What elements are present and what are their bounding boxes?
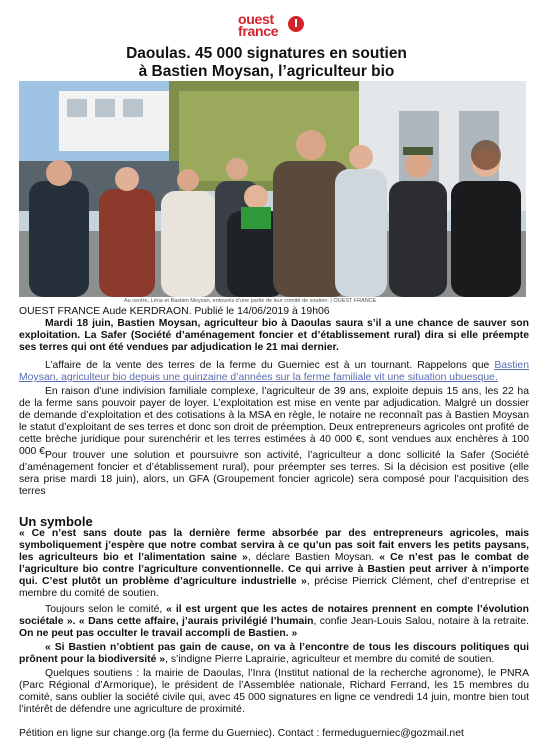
quote-2e: , confie Jean-Louis Salou, notaire à la retraite. [313,616,529,628]
quote-2a: Toujours selon le comité, [45,604,167,615]
article-link[interactable]: Bastien Moysan, agriculteur bio depuis une quinzaine d’années sur la ferme familiale vit une situation ubuesque. [19,360,529,384]
footer-petition: Pétition en ligne sur change.org (la ferme du Guerniec). Contact : fermeduguerniec@gozmail.net [19,728,464,739]
quote-1a: « Ce n’est sans doute pas la dernière ferme absorbée par des entrepreneurs agricoles, mais symboliquement j’espère que notre combat servira à ce qu’un pas soit fait envers les petits paysans, les agriculteurs bio et l’alimentation saine » [19,528,529,564]
quote-paragraph-1 [19,528,529,601]
byline: OUEST FRANCE Aude KERDRAON. Publié le 14/06/2019 à 19h06 [19,306,330,317]
article-photo [19,81,526,297]
quote-3b: , s’indigne Pierre Laprairie, agriculteur et membre du comité de soutien. [165,654,495,666]
subheading: Un symbole [19,514,93,529]
lead-paragraph [19,318,529,354]
quote-2b: « il est urgent que les actes de notaires prennent en compte l’évolution sociétale ». [19,604,529,628]
logo-badge-icon [288,16,304,32]
quote-paragraph-3 [19,642,529,666]
logo-word-france: france [238,23,279,39]
photo-caption: Au centre, Léna et Bastien Moysan, entourés d’une partie de leur comité de soutien. | OUEST FRANCE [124,298,377,304]
paragraph-3: Pour trouver une solution et poursuivre son activité, l’agriculteur a donc sollicité la Safer (Société d’aménagement foncier et d’établissement rural), pour préempter ses terres. Si la décision est positive (elle sera prise mardi 18 juin), alors, un GFA (Groupement foncier agricole) sera composé pour l’acquisition des terres [19,450,529,498]
headline-line-2: à Bastien Moysan, l’agriculteur bio [138,63,395,80]
group-photo-illustration [19,81,526,297]
quote-2f: On ne peut pas occulter le travail accompli de Bastien. » [19,628,298,640]
logo-word-ouest: ouest [238,11,274,27]
paragraph-2: En raison d’une indivision familiale complexe, l’agriculteur de 39 ans, exploite depuis 15 ans, les 22 ha de la ferme sans pouvoir payer de loyer. L’exploitation est mise en vente par adjudication. Malgré un dossier de demande d’exploitation et des cotisations à la MSA en règle, le notaire ne reconnaît pas à Bastien Moysan le statut d’exploitant de ses terres et donc son droit de préemption. Deux entrepreneurs agricoles ont profité de cette brèche juridique pour surenchérir et les terres estimées à 40 000 €, sont vendues aux enchères à 100 000 €. [19,386,529,458]
quote-3a: « Si Bastien n’obtient pas gain de cause, on va à l’encontre de tous les discours politiques qui prônent pour la biodiversité » [19,642,529,666]
quote-paragraph-2 [19,604,529,640]
quote-1d: , précise Pierrick Clément, chef d’entreprise et membre du comité de soutien. [19,576,529,600]
paragraph-1 [19,360,529,384]
quote-1b: , déclare Bastien Moysan. [247,552,380,564]
ouest-france-logo [236,12,306,38]
headline-line-1: Daoulas. 45 000 signatures en soutien [126,45,407,62]
paragraph-1-text: L’affaire de la vente des terres de la ferme du Guerniec est à un tournant. Rappelons que [45,360,495,371]
quote-2d: « Dans cette affaire, j’aurais privilégié l’humain [78,616,314,628]
quote-1c: « Ce n’est pas le combat de l’agriculture bio contre l’agriculture conventionnelle. Ce qui arrive à Bastien peut arriver à n’importe qui. C’est plutôt un problème d’agriculture industrielle » [19,552,529,588]
paragraph-4: Quelques soutiens : la mairie de Daoulas, l’Inra (Institut national de la recherche agronome), le PNRA (Parc Régional d’Armorique), le président de l’Assemblée nationale, Richard Ferrand, les 15 membres du comité, sans oublier la société civile qui, avec 45 000 signatures en ligne ce vendredi 14 juin, montre bien tout l’intérêt de défendre une agriculture de proximité. [19,668,529,716]
lead-text: Mardi 18 juin, Bastien Moysan, agriculteur bio à Daoulas saura s’il a une chance de sauver son exploitation. La Safer (Société d’aménagement foncier et d’établissement rural) dira si elle préempte ses terres qui ont été vendues par adjudication le 21 mai dernier. [19,318,529,354]
